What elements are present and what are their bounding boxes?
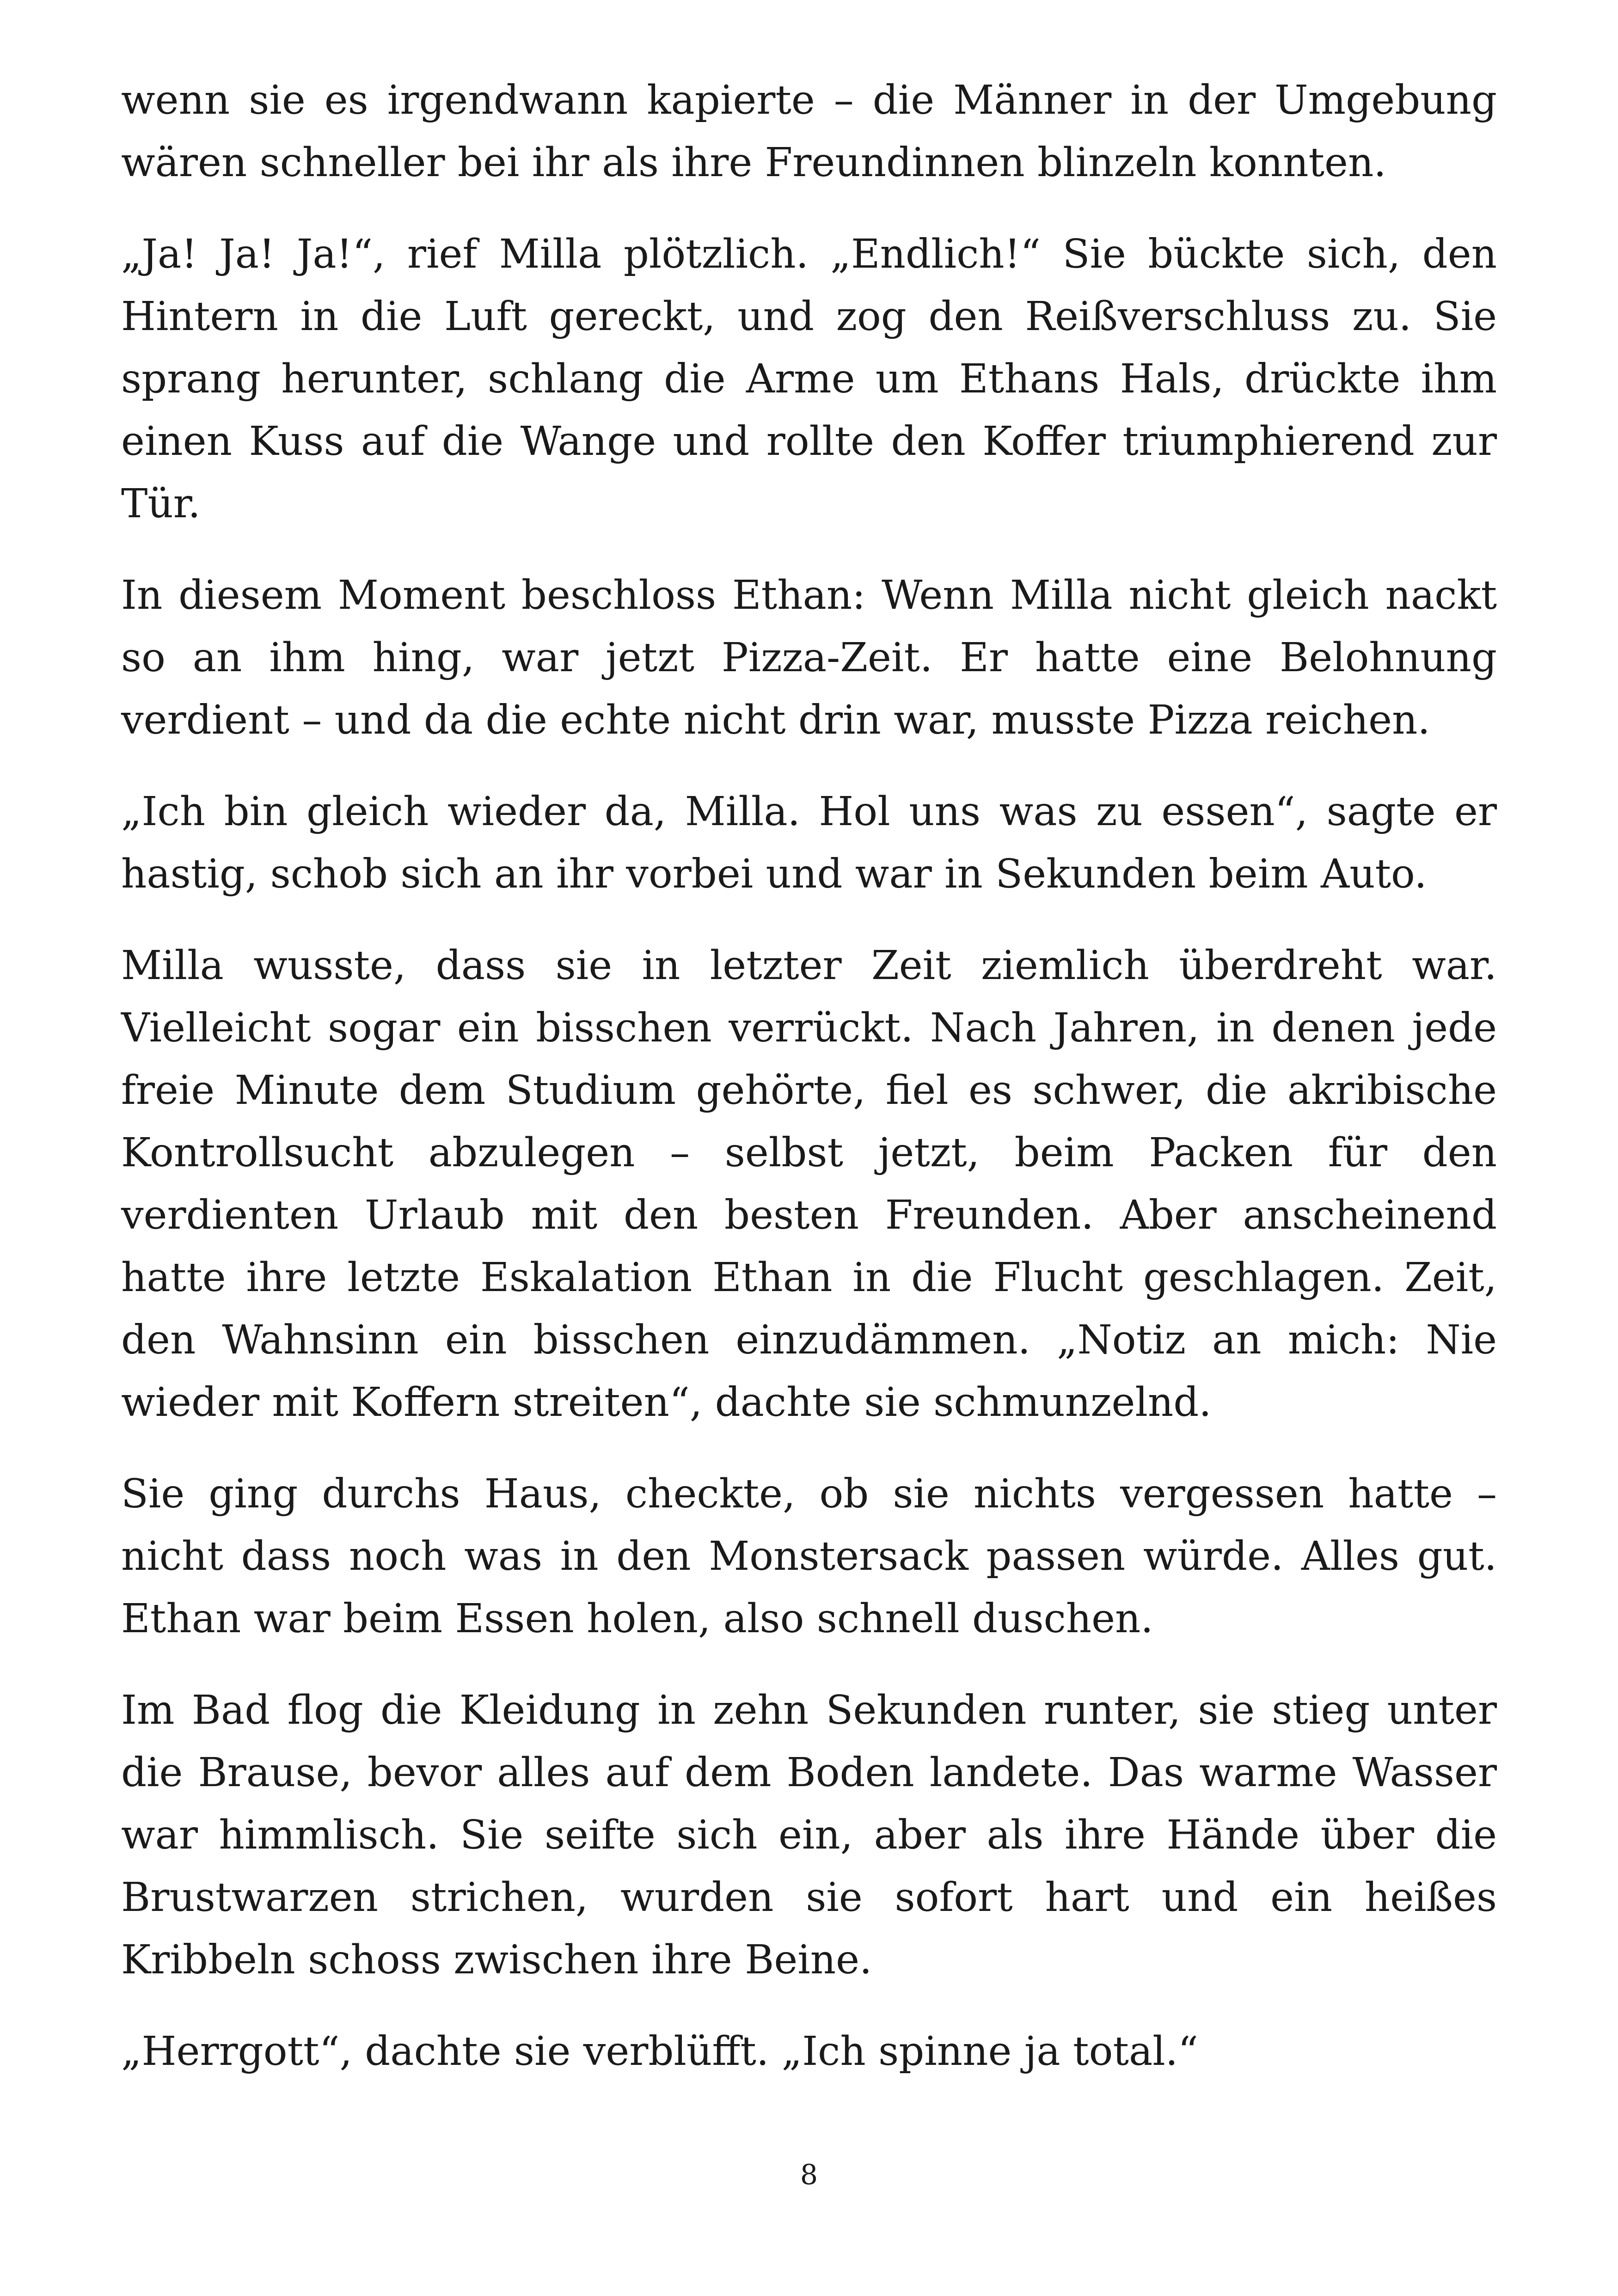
body-text	[121, 69, 1497, 2112]
paragraph: „Herrgott“, dachte sie verblüfft. „Ich spinne ja total.“	[121, 2028, 1199, 2075]
page-number: 8	[800, 2159, 818, 2191]
paragraph: In diesem Moment beschloss Ethan: Wenn Milla nicht gleich nackt so an ihm hing, war jetzt Pizza-Zeit. Er hatte eine Belohnung verdient – und da die echte nicht drin war, musste Pizza reichen.	[121, 572, 1497, 743]
paragraph: Im Bad flog die Kleidung in zehn Sekunden runter, sie stieg unter die Brause, bevor alles auf dem Boden landete. Das warme Wasser war himmlisch. Sie seifte sich ein, aber als ihre Hände über die Brustwarzen strichen, wurden sie sofort hart und ein heißes Kribbeln schoss zwischen ihre Beine.	[121, 1687, 1497, 1983]
paragraph: „Ich bin gleich wieder da, Milla. Hol uns was zu essen“, sagte er hastig, schob sich an ihr vorbei und war in Sekunden beim Auto.	[121, 789, 1497, 897]
paragraph: Sie ging durchs Haus, checkte, ob sie nichts vergessen hatte – nicht dass noch was in den Monstersack passen würde. Alles gut. Ethan war beim Essen holen, also schnell duschen.	[121, 1471, 1497, 1642]
paragraph: wenn sie es irgendwann kapierte – die Männer in der Umgebung wären schneller bei ihr als ihre Freundinnen blinzeln konnten.	[121, 77, 1497, 186]
paragraph: Milla wusste, dass sie in letzter Zeit ziemlich überdreht war. Vielleicht sogar ein bisschen verrückt. Nach Jahren, in denen jede freie Minute dem Studium gehörte, fiel es schwer, die akribische Kontrollsucht abzulegen – selbst jetzt, beim Packen für den verdienten Urlaub mit den besten Freunden. Aber anscheinend hatte ihre letzte Eskalation Ethan in die Flucht geschlagen. Zeit, den Wahnsinn ein bisschen einzudämmen. „Notiz an mich: Nie wieder mit Koffern streiten“, dachte sie schmunzelnd.	[121, 943, 1497, 1426]
paragraph: „Ja! Ja! Ja!“, rief Milla plötzlich. „Endlich!“ Sie bückte sich, den Hintern in die Luft gereckt, und zog den Reißverschluss zu. Sie sprang herunter, schlang die Arme um Ethans Hals, drückte ihm einen Kuss auf die Wange und rollte den Koffer triumphierend zur Tür.	[121, 231, 1497, 527]
